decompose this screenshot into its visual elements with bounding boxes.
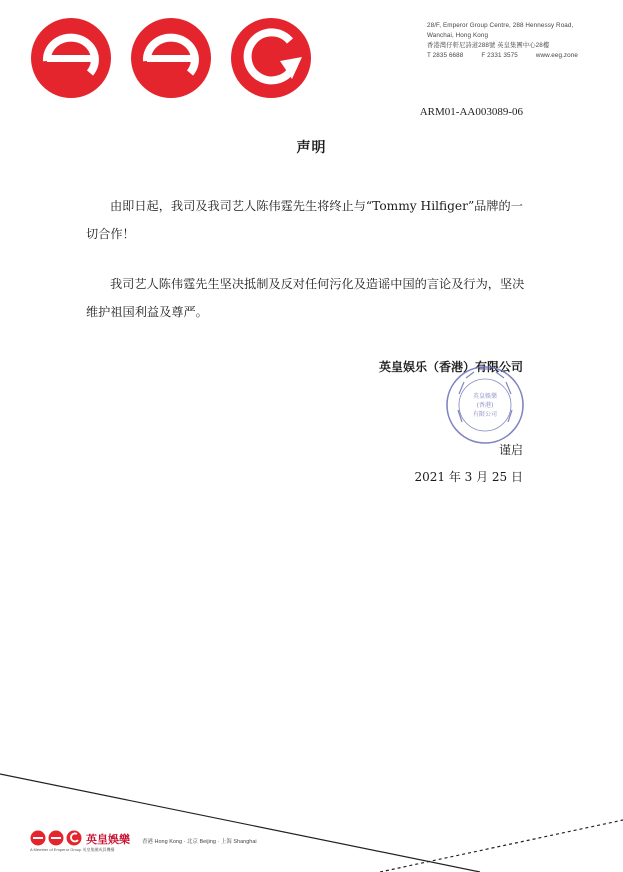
website: www.eeg.zone <box>535 52 578 59</box>
logo-circle-g <box>231 18 311 98</box>
footer-eeg-logo <box>30 830 84 846</box>
seal-line-3: 有限公司 <box>472 411 498 418</box>
seal-line-1: 英皇娛樂 <box>472 393 498 400</box>
eeg-logo <box>30 17 312 99</box>
closing-phrase: 谨启 <box>498 443 523 457</box>
logo-circle-e1 <box>31 18 111 98</box>
fax: F 2331 3575 <box>481 52 518 59</box>
document-title: 声明 <box>296 140 327 156</box>
address-line-3: 香港灣仔軒尼詩道288號 英皇集團中心28樓 <box>427 42 550 49</box>
address-line-1: 28/F, Emperor Group Centre, 288 Hennessy Road, <box>427 22 574 29</box>
company-signature: 英皇娱乐（香港）有限公司 <box>378 360 523 374</box>
address-line-2: Wanchai, Hong Kong <box>427 32 489 39</box>
footer <box>30 830 590 850</box>
footer-subtitle: A Member of Emperor Group 英皇集團成員機構 <box>30 847 115 852</box>
seal-line-2: (香港) <box>476 402 494 409</box>
company-seal-stamp <box>444 364 526 446</box>
decorative-diagonal-lines <box>0 760 623 872</box>
footer-company-name: 英皇娛樂 <box>86 834 130 846</box>
contact-line <box>427 51 578 61</box>
statement-paragraph-2: 我司艺人陈伟霆先生坚决抵制及反对任何污化及造谣中国的言论及行为，坚决维护祖国利益及尊严。 <box>86 277 525 319</box>
company-address <box>427 21 578 61</box>
reference-number: ARM01-AA003089-06 <box>419 106 523 118</box>
document-date: 2021 年 3 月 25 日 <box>414 470 523 484</box>
statement-paragraph-1: 由即日起，我司及我司艺人陈伟霆先生将终止与“Tommy Hilfiger”品牌的一切合作！ <box>86 199 523 241</box>
telephone: T 2835 6688 <box>427 52 464 59</box>
logo-circle-e2 <box>131 18 211 98</box>
footer-cities: 香港 Hong Kong · 北京 Beijing · 上海 Shanghai <box>142 839 257 845</box>
